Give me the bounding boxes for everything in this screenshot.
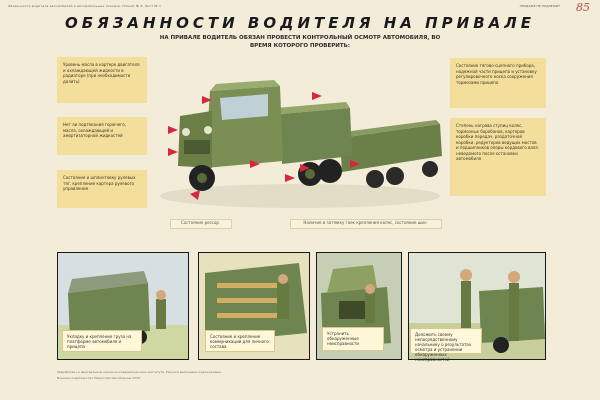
header-left: Обязанности водителя автомобилей и автомобильных поездов. Плакат № 8. Лист № 1 bbox=[8, 4, 162, 8]
panel-benches-caption: Состояние и крепление коммуникаций для личного состава bbox=[205, 330, 275, 352]
truck-illustration bbox=[150, 56, 450, 216]
panel-repair-caption: Устранить обнаруженные неисправности bbox=[322, 327, 384, 351]
panel-report-caption: Доложить своему непосредственному начальнику о результатах осмотра и устранении обнаруженных неисправностей bbox=[410, 328, 482, 354]
header-right: ПРОДАЖЕ НЕ ПОДЛЕЖИТ bbox=[519, 4, 560, 8]
note-right-2: Степень нагрева ступиц колес, тормозных барабанов, картеров коробки передач, раздаточной коробки, редукторов ведущих мостов и подшипников опоры кордового вала неведомого после остановки автомобиля bbox=[450, 118, 546, 196]
note-left-3: Состояние и шплинтовку рулевых тяг, крепление картера рулевого управления bbox=[57, 170, 147, 208]
corner-mark: 85 bbox=[576, 1, 590, 14]
note-left-1: Уровень масла в картере двигателя и охлаждающей жидкости в радиаторе (при необходимости долить) bbox=[57, 57, 147, 103]
poster-title: ОБЯЗАННОСТИ ВОДИТЕЛЯ НА ПРИВАЛЕ bbox=[65, 14, 535, 32]
footer-left-2: Военное издательство Министерства обороны СССР bbox=[57, 376, 141, 380]
poster-subtitle: НА ПРИВАЛЕ ВОДИТЕЛЬ ОБЯЗАН ПРОВЕСТИ КОНТРОЛЬНЫЙ ОСМОТР АВТОМОБИЛЯ, ВО ВРЕМЯ КОТОРОГО ПРОВЕРИТЬ: bbox=[159, 35, 441, 49]
note-right-1: Состояние тягово-сцепного прибора, надежной части прицепа и установку регулировочного носка сооружения тормозами прицепа bbox=[450, 58, 546, 108]
label-springs: Состояние рессор bbox=[181, 220, 219, 225]
footer-left: Разработано в Центральном научно-исследовательском институте. Рисунки выполнены художниками. bbox=[57, 370, 222, 374]
note-left-2: Нет ли подтекания горючего, масла, охлаждающей и амортизаторной жидкостей bbox=[57, 117, 147, 155]
panel-cargo-caption: Укладку и крепление груза на платформе автомобиля и прицепа bbox=[62, 330, 142, 352]
label-wheels: Наличие и затяжку гаек крепления колес, состояние шин bbox=[303, 220, 427, 225]
